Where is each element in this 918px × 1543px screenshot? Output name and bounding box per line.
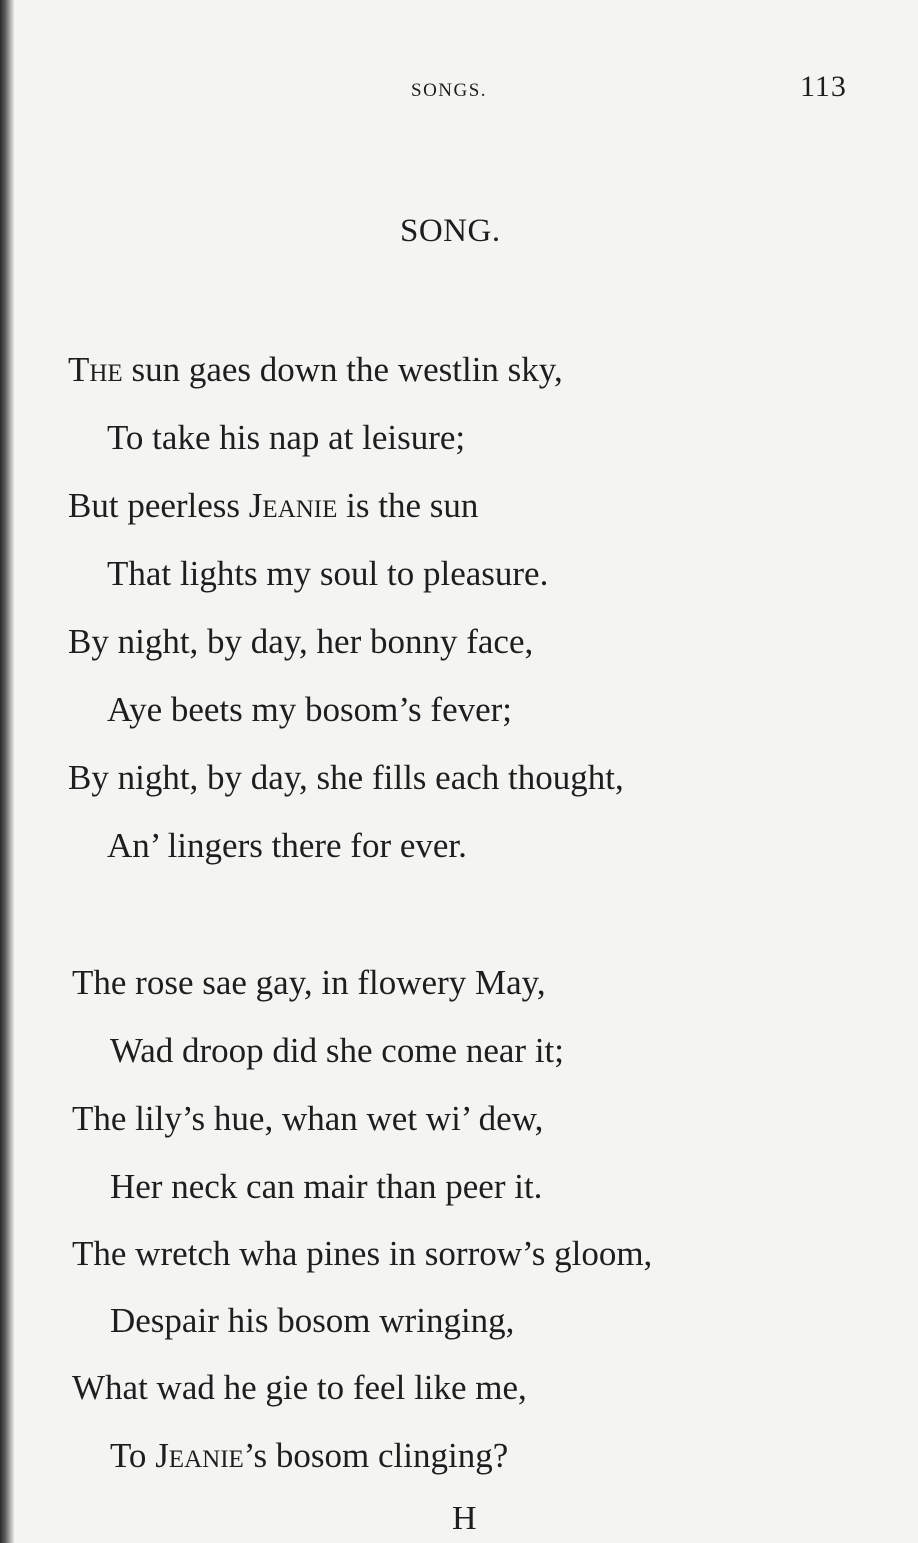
stanza2-line4: Her neck can mair than peer it.: [110, 1167, 543, 1206]
stanza2-line8-b: ’s bosom clinging?: [243, 1436, 509, 1475]
stanza1-line1-lead: The: [68, 350, 123, 389]
stanza1-line7: By night, by day, she fills each thought,: [68, 758, 624, 797]
running-head: SONGS.: [411, 80, 488, 101]
stanza1-line4: That lights my soul to pleasure.: [107, 554, 549, 593]
stanza2-line2: Wad droop did she come near it;: [110, 1031, 564, 1070]
stanza2-line8: [110, 1436, 508, 1476]
signature-mark: H: [452, 1500, 477, 1537]
spine-shadow: [0, 0, 14, 1543]
stanza2-line1: The rose sae gay, in flowery May,: [72, 963, 546, 1002]
stanza2-line8-a: To: [110, 1436, 156, 1475]
stanza1-line6: Aye beets my bosom’s fever;: [107, 690, 513, 729]
stanza1-line3-a: But peerless: [68, 486, 249, 525]
stanza1-line3: [68, 486, 478, 526]
stanza1-line8: An’ lingers there for ever.: [107, 826, 467, 865]
stanza1-line5: By night, by day, her bonny face,: [68, 622, 534, 661]
stanza2-line6: Despair his bosom wringing,: [110, 1301, 515, 1340]
stanza1-line1-rest: sun gaes down the westlin sky,: [122, 350, 563, 389]
stanza2-line7: What wad he gie to feel like me,: [72, 1368, 527, 1407]
stanza2-line3: The lily’s hue, whan wet wi’ dew,: [72, 1099, 544, 1138]
stanza2-line8-name: Jeanie: [155, 1436, 244, 1475]
page-number: 113: [800, 70, 847, 103]
stanza2-line5: The wretch wha pines in sorrow’s gloom,: [72, 1234, 653, 1273]
stanza1-line3-name: Jeanie: [248, 486, 338, 525]
poem-title: SONG.: [400, 213, 501, 249]
stanza1-line3-b: is the sun: [337, 486, 479, 525]
stanza1-line1: [68, 350, 563, 390]
stanza1-line2: To take his nap at leisure;: [107, 418, 466, 457]
